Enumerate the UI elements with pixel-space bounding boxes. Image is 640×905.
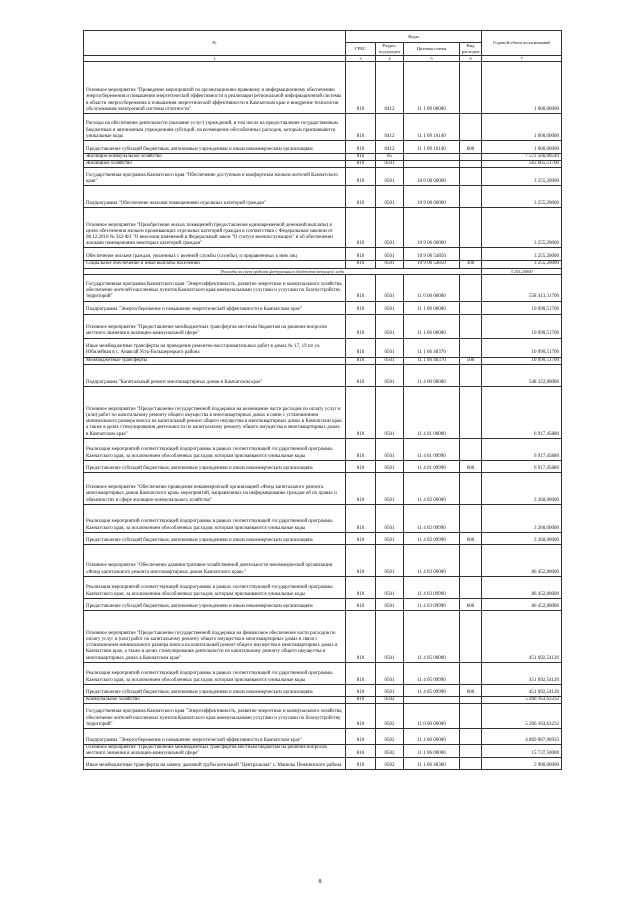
target-article-cell: 11 1 06 00000 xyxy=(404,314,460,338)
table-row xyxy=(84,364,562,386)
amount-cell: 3 255,20000 xyxy=(482,208,562,248)
grbs-cell: 810 xyxy=(346,301,376,314)
grbs-cell: 810 xyxy=(346,758,376,770)
table-row xyxy=(84,504,562,532)
expense-type-cell: 600 xyxy=(460,532,482,544)
col-number: 5 xyxy=(404,56,460,62)
expense-type-cell xyxy=(460,314,482,338)
grbs-cell: 810 xyxy=(346,386,376,438)
name-cell: Иные межбюджетные трансферты на проведение ремонтно-восстановительных работ в домах № 17, 19 по ул. Юбилейная в с. Анавгай Усть-Большерецкого района xyxy=(84,338,346,357)
table-row xyxy=(84,610,562,662)
name-cell: Жилищно-коммунальное хозяйство xyxy=(84,154,346,161)
name-cell: Предоставление субсидий бюджетным, автономным учреждениям и иным некоммерческим организациям xyxy=(84,684,346,696)
expense-type-cell xyxy=(460,704,482,729)
razdel-cell: 0502 xyxy=(376,696,404,703)
target-article-cell xyxy=(404,154,460,161)
table-row xyxy=(84,758,562,770)
razdel-cell: 0412 xyxy=(376,141,404,154)
target-article-cell: 11 1 00 00000 xyxy=(404,301,460,314)
grbs-cell: 810 xyxy=(346,704,376,729)
target-article-cell: 11 1 09 10140 xyxy=(404,141,460,154)
name-cell: Обеспечение жильем граждан, уволенных с военной службы (службы), и приравненных к ним лиц xyxy=(84,248,346,261)
col-number: 3 xyxy=(346,56,376,62)
razdel-cell: 0502 xyxy=(376,704,404,729)
name-cell: Основное мероприятие "Проведение мероприятий по организационно-правовому и информационному обеспечению энергосбережения и повышения энергетической эффективности и реализации региональной информационной системы в области энергосбережения и повышения энергетической эффективности в Камчатском крае и внедрение технологии обслуживания электронной системы отчетности" xyxy=(84,62,346,114)
note-text: Расходы за счет средств федерального бюджета текущего года xyxy=(84,268,482,274)
target-article-cell xyxy=(404,161,460,168)
table-row xyxy=(84,729,562,745)
expense-type-cell xyxy=(460,610,482,662)
expense-type-cell xyxy=(460,576,482,598)
target-article-cell: 11 4 01 09990 xyxy=(404,460,460,472)
amount-cell: 1 000,00000 xyxy=(482,62,562,114)
grbs-cell: 810 xyxy=(346,504,376,532)
razdel-cell: 0501 xyxy=(376,386,404,438)
name-cell: Межбюджетные трансферты xyxy=(84,357,346,364)
expense-type-cell xyxy=(460,729,482,745)
grbs-cell: 810 xyxy=(346,729,376,745)
target-article-cell: 11 4 03 00000 xyxy=(404,544,460,576)
table-row xyxy=(84,576,562,598)
col-number: 1 xyxy=(84,56,346,62)
table-row xyxy=(84,357,562,364)
amount-cell: 10 090,51700 xyxy=(482,314,562,338)
expense-type-cell xyxy=(460,161,482,168)
table-row xyxy=(84,544,562,576)
table-row xyxy=(84,301,562,314)
grbs-cell: 810 xyxy=(346,186,376,208)
razdel-cell: 0501 xyxy=(376,504,404,532)
table-row xyxy=(84,745,562,758)
target-article-cell: 11 0 00 00000 xyxy=(404,704,460,729)
amount-cell: 7 572 566,00549 xyxy=(482,154,562,161)
amount-cell: 10 090,51700 xyxy=(482,301,562,314)
name-cell: Предоставление субсидий бюджетным, автономным учреждениям и иным некоммерческим организациям xyxy=(84,460,346,472)
name-cell: Предоставление субсидий бюджетным, автономным учреждениям и иным некоммерческим организациям xyxy=(84,141,346,154)
amount-cell: 10 090,51700 xyxy=(482,338,562,357)
amount-cell: 86 452,80000 xyxy=(482,576,562,598)
table-row xyxy=(84,684,562,696)
amount-cell: 10 090,51700 xyxy=(482,357,562,364)
target-article-cell: 10 9 06 54850 xyxy=(404,248,460,261)
expense-type-cell xyxy=(460,338,482,357)
razdel-cell: 0502 xyxy=(376,745,404,758)
razdel-cell: 0501 xyxy=(376,662,404,684)
target-article-cell: 11 4 00 00000 xyxy=(404,364,460,386)
amount-cell: 3 255,20000 xyxy=(482,248,562,261)
expense-type-cell xyxy=(460,758,482,770)
target-article-cell: 11 1 06 00000 xyxy=(404,745,460,758)
razdel-cell: 0501 xyxy=(376,186,404,208)
target-article-cell: 11 4 03 09990 xyxy=(404,576,460,598)
razdel-cell: 0501 xyxy=(376,460,404,472)
amount-cell: 451 692,54120 xyxy=(482,610,562,662)
table-row xyxy=(84,248,562,261)
grbs-cell: 810 xyxy=(346,168,376,186)
table-row xyxy=(84,62,562,114)
target-article-cell: 11 1 00 00000 xyxy=(404,729,460,745)
amount-cell: 6 917,45880 xyxy=(482,438,562,460)
amount-cell: 3 255,20000 xyxy=(482,261,562,268)
name-cell: Реализация мероприятий соответствующей подпрограммы в рамках соответствующей государственной программы Камчатского края, за исключением обособленных расходов, которым присваиваются уникальные коды xyxy=(84,576,346,598)
grbs-cell: 810 xyxy=(346,208,376,248)
amount-cell: 558 413,31700 xyxy=(482,274,562,301)
expense-type-cell: 600 xyxy=(460,598,482,610)
col-number: 7 xyxy=(482,56,562,62)
budget-table xyxy=(83,30,562,770)
amount-cell: 1 000,00000 xyxy=(482,141,562,154)
amount-cell: 563 665,51700 xyxy=(482,161,562,168)
grbs-cell: 810 xyxy=(346,114,376,141)
table-row xyxy=(84,314,562,338)
target-article-cell: 11 4 05 09990 xyxy=(404,662,460,684)
razdel-cell: 0502 xyxy=(376,758,404,770)
table-body xyxy=(84,56,562,770)
table-row xyxy=(84,168,562,186)
expense-type-cell: 600 xyxy=(460,141,482,154)
grbs-cell: 810 xyxy=(346,696,376,703)
grbs-cell: 810 xyxy=(346,261,376,268)
razdel-cell: 0501 xyxy=(376,684,404,696)
amount-cell: 3 260,00000 xyxy=(482,504,562,532)
grbs-cell: 810 xyxy=(346,62,376,114)
name-cell: Социальное обеспечение и иные выплаты населению xyxy=(84,261,346,268)
name-cell: Коммунальное хозяйство xyxy=(84,696,346,703)
expense-type-cell: 600 xyxy=(460,684,482,696)
name-cell: Основное мероприятие "Предоставление государственной поддержки на финансовое обеспечение части расходов по оплату услуг и (или) работ по капитальному ремонту общего имущества в многоквартирных домах в связи с установлением минимального размера взноса на капитальный ремонт общего имущества в многоквартирных домах в Камчатском крае, а также в целях стимулирования деятельности по капитальному ремонту общего имущества в многоквартирных домах в Камчатском крае" xyxy=(84,610,346,662)
expense-type-cell xyxy=(460,745,482,758)
expense-type-cell xyxy=(460,62,482,114)
name-cell: Предоставление субсидий бюджетным, автономным учреждениям и иным некоммерческим организациям xyxy=(84,598,346,610)
target-article-cell: 10 0 00 00000 xyxy=(404,168,460,186)
razdel-cell: 0501 xyxy=(376,610,404,662)
amount-cell: 3 255,20000 xyxy=(482,268,562,274)
razdel-cell: 0501 xyxy=(376,472,404,504)
expense-type-cell: 500 xyxy=(460,357,482,364)
table-row xyxy=(84,438,562,460)
amount-cell: 5 266 163,63232 xyxy=(482,704,562,729)
col-header-vid: Вид расходов xyxy=(460,43,482,56)
col-header-num: № xyxy=(84,31,346,56)
target-article-cell: 10 9 06 00000 xyxy=(404,208,460,248)
name-cell: Подпрограмма "Обеспечение жилыми помещениями отдельных категорий граждан" xyxy=(84,186,346,208)
table-row xyxy=(84,338,562,357)
name-cell: Государственная программа Камчатского края "Обеспечение доступным и комфортным жильем жителей Камчатского края" xyxy=(84,168,346,186)
name-cell: Реализация мероприятий соответствующей подпрограммы в рамках соответствующей государственной программы Камчатского края, за исключением обособленных расходов, которым присваиваются уникальные коды xyxy=(84,662,346,684)
amount-cell: 5 900,00000 xyxy=(482,758,562,770)
name-cell: Основное мероприятие "Предоставление государственной поддержки на возмещение части расходов по оплату услуг и (или) работ по капитальному ремонту общего имущества в многоквартирных домах в связи с установлением минимального размера взноса на капитальный ремонт общего имущества в многоквартирных домах в Камчатском крае, а также в целях стимулирования деятельности по капитальному ремонту общего имущества в многоквартирных домах в Камчатском крае" xyxy=(84,386,346,438)
amount-cell: 5 266 163,63232 xyxy=(482,696,562,703)
table-row xyxy=(84,186,562,208)
expense-type-cell xyxy=(460,386,482,438)
expense-type-cell xyxy=(460,472,482,504)
col-number: 6 xyxy=(460,56,482,62)
razdel-cell: 0501 xyxy=(376,438,404,460)
razdel-cell: 0501 xyxy=(376,208,404,248)
grbs-cell: 810 xyxy=(346,745,376,758)
expense-type-cell: 300 xyxy=(460,261,482,268)
razdel-cell: 0501 xyxy=(376,576,404,598)
expense-type-cell xyxy=(460,274,482,301)
grbs-cell: 810 xyxy=(346,576,376,598)
razdel-cell: 0501 xyxy=(376,532,404,544)
name-cell: Жилищное хозяйство xyxy=(84,161,346,168)
target-article-cell: 11 4 03 09990 xyxy=(404,598,460,610)
name-cell: Реализация мероприятий соответствующей подпрограммы в рамках соответствующей государственной программы Камчатского края, за исключением обособленных расходов, которым присваиваются уникальные коды xyxy=(84,438,346,460)
razdel-cell: 0501 xyxy=(376,261,404,268)
expense-type-cell xyxy=(460,248,482,261)
razdel-cell: 0501 xyxy=(376,274,404,301)
target-article-cell: 11 1 06 40380 xyxy=(404,758,460,770)
name-cell: Основное мероприятие "Обеспечение административно-хозяйственной деятельности некоммерческой организации «Фонд капитального ремонта многоквартирных домов Камчатского края»" xyxy=(84,544,346,576)
target-article-cell: 11 4 02 09990 xyxy=(404,504,460,532)
table-row xyxy=(84,704,562,729)
razdel-cell: 0502 xyxy=(376,729,404,745)
name-cell: Основное мероприятие "Обеспечение проведения некоммерческой организацией «Фонд капитального ремонта многоквартирных домов Камчатского края» мероприятий, направленных на информирование граждан об их правах и обязанностях в сфере жилищно-коммунального хозяйства" xyxy=(84,472,346,504)
amount-cell: 3 260,00000 xyxy=(482,532,562,544)
grbs-cell: 810 xyxy=(346,610,376,662)
col-header-grbs: ГРБС xyxy=(346,43,376,56)
target-article-cell: 11 1 09 10140 xyxy=(404,114,460,141)
amount-cell: 4 869 087,96933 xyxy=(482,729,562,745)
grbs-cell: 810 xyxy=(346,314,376,338)
grbs-cell: 810 xyxy=(346,472,376,504)
expense-type-cell xyxy=(460,168,482,186)
amount-cell: 3 255,20000 xyxy=(482,168,562,186)
target-article-cell: 11 1 06 40370 xyxy=(404,357,460,364)
razdel-cell: 0501 xyxy=(376,598,404,610)
grbs-cell: 810 xyxy=(346,662,376,684)
grbs-cell: 810 xyxy=(346,154,376,161)
grbs-cell: 810 xyxy=(346,364,376,386)
grbs-cell: 810 xyxy=(346,544,376,576)
table-row xyxy=(84,598,562,610)
razdel-cell: 0501 xyxy=(376,168,404,186)
target-article-cell: 11 4 02 09990 xyxy=(404,532,460,544)
expense-type-cell xyxy=(460,114,482,141)
table-row xyxy=(84,208,562,248)
target-article-cell: 10 9 06 54850 xyxy=(404,261,460,268)
target-article-cell: 11 1 09 00000 xyxy=(404,62,460,114)
razdel-cell: 0412 xyxy=(376,114,404,141)
name-cell: Основное мероприятие "Приобретение жилых помещений (предоставление единовременной денежной выплаты) в целях обеспечения жильем проживающих отдельных категорий граждан в соответствии с Федеральным законом от 08.12.2010 № 342-ФЗ "О внесении изменений в Федеральный закон "О статусе военнослужащих" и об обеспечении жилыми помещениями некоторых категорий граждан" xyxy=(84,208,346,248)
expense-type-cell xyxy=(460,504,482,532)
target-article-cell: 11 1 06 40370 xyxy=(404,338,460,357)
name-cell: Государственная программа Камчатского края "Энергоэффективность, развитие энергетики и коммунального хозяйства, обеспечение жителей населенных пунктов Камчатского края коммунальными услугами и услугами по благоустройству территорий" xyxy=(84,704,346,729)
expense-type-cell xyxy=(460,301,482,314)
razdel-cell: 0501 xyxy=(376,314,404,338)
table-header xyxy=(84,31,562,56)
razdel-cell: 0412 xyxy=(376,62,404,114)
amount-cell: 451 692,54120 xyxy=(482,662,562,684)
table-row xyxy=(84,141,562,154)
target-article-cell: 11 4 01 00000 xyxy=(404,386,460,438)
amount-cell: 6 917,45880 xyxy=(482,386,562,438)
grbs-cell: 810 xyxy=(346,338,376,357)
table-row xyxy=(84,696,562,703)
expense-type-cell: 600 xyxy=(460,460,482,472)
target-article-cell: 11 4 05 09990 xyxy=(404,684,460,696)
target-article-cell: 11 0 00 00000 xyxy=(404,274,460,301)
name-cell: Подпрограмма "Энергосбережение и повышение энергетической эффективности в Камчатском крае" xyxy=(84,729,346,745)
target-article-cell: 11 4 01 09990 xyxy=(404,438,460,460)
razdel-cell: 0501 xyxy=(376,248,404,261)
expense-type-cell xyxy=(460,438,482,460)
col-header-codes: Коды xyxy=(346,31,482,43)
razdel-cell: 0501 xyxy=(376,161,404,168)
table-row xyxy=(84,662,562,684)
grbs-cell: 810 xyxy=(346,532,376,544)
amount-cell: 3 255,20000 xyxy=(482,186,562,208)
col-header-razdel: Раздел, под-раздел xyxy=(376,43,404,56)
table-row xyxy=(84,460,562,472)
expense-type-cell xyxy=(460,364,482,386)
target-article-cell: 11 4 02 00000 xyxy=(404,472,460,504)
grbs-cell: 810 xyxy=(346,598,376,610)
table-row xyxy=(84,154,562,161)
page-number: 8 xyxy=(318,879,322,885)
razdel-cell: 0501 xyxy=(376,364,404,386)
name-cell: Основное мероприятие "Предоставление межбюджетных трансфертов местным бюджетам на решение вопросов местного значения в жилищно-коммунальной сфере" xyxy=(84,745,346,758)
amount-cell: 451 692,54120 xyxy=(482,684,562,696)
name-cell: Иные межбюджетные трансферты на замену дымовой трубы котельной "Центральная" с. Манилы Пенжинского района xyxy=(84,758,346,770)
table-row xyxy=(84,261,562,268)
amount-cell: 86 452,80000 xyxy=(482,544,562,576)
amount-cell: 1 000,00000 xyxy=(482,114,562,141)
razdel-cell: 0501 xyxy=(376,338,404,357)
target-article-cell: 10 9 00 00000 xyxy=(404,186,460,208)
grbs-cell: 810 xyxy=(346,274,376,301)
grbs-cell: 810 xyxy=(346,460,376,472)
amount-cell: 6 917,45880 xyxy=(482,460,562,472)
grbs-cell: 810 xyxy=(346,248,376,261)
table-row xyxy=(84,161,562,168)
name-cell: Предоставление субсидий бюджетным, автономным учреждениям и иным некоммерческим организациям xyxy=(84,532,346,544)
name-cell: Подпрограмма "Капитальный ремонт многоквартирных домов в Камчатском крае" xyxy=(84,364,346,386)
razdel-cell: 0501 xyxy=(376,544,404,576)
table-row xyxy=(84,532,562,544)
name-cell: Реализация мероприятий соответствующей подпрограммы в рамках соответствующей государственной программы Камчатского края, за исключением обособленных расходов, которым присваиваются уникальные коды xyxy=(84,504,346,532)
expense-type-cell xyxy=(460,544,482,576)
expense-type-cell xyxy=(460,154,482,161)
amount-cell: 548 322,80000 xyxy=(482,364,562,386)
expense-type-cell xyxy=(460,208,482,248)
grbs-cell: 810 xyxy=(346,161,376,168)
name-cell: Расходы на обеспечение деятельности (оказание услуг) учреждений, в том числе на предоставление государственным бюджетным и автономным учреждениям субсидий, на возмещение обособленных расходов, которым присваиваются уникальные коды xyxy=(84,114,346,141)
expense-type-cell xyxy=(460,662,482,684)
table-row xyxy=(84,386,562,438)
col-header-celevaya: Целевая статья xyxy=(404,43,460,56)
razdel-cell: 0501 xyxy=(376,357,404,364)
table-row xyxy=(84,274,562,301)
razdel-cell: 0501 xyxy=(376,301,404,314)
grbs-cell: 810 xyxy=(346,684,376,696)
col-number: 4 xyxy=(376,56,404,62)
expense-type-cell xyxy=(460,186,482,208)
col-header-amount: Годовой объем ассигнований xyxy=(482,31,562,56)
amount-cell: 3 260,00000 xyxy=(482,472,562,504)
grbs-cell: 810 xyxy=(346,141,376,154)
table-row xyxy=(84,114,562,141)
amount-cell: 86 452,80000 xyxy=(482,598,562,610)
grbs-cell: 810 xyxy=(346,438,376,460)
amount-cell: 15 737,50000 xyxy=(482,745,562,758)
table-row xyxy=(84,472,562,504)
name-cell: Государственная программа Камчатского края "Энергоэффективность, развитие энергетики и коммунального хозяйства, обеспечение жителей населенных пунктов Камчатского края коммунальными услугами и услугами по благоустройству территорий" xyxy=(84,274,346,301)
target-article-cell: 11 4 05 00000 xyxy=(404,610,460,662)
expense-type-cell xyxy=(460,696,482,703)
target-article-cell xyxy=(404,696,460,703)
name-cell: Подпрограмма "Энергосбережение и повышение энергетической эффективности в Камчатском крае" xyxy=(84,301,346,314)
razdel-cell: 05 xyxy=(376,154,404,161)
grbs-cell: 810 xyxy=(346,357,376,364)
name-cell: Основное мероприятие "Предоставление межбюджетных трансфертов местным бюджетам на решение вопросов местного значения в жилищно-коммунальной сфере" xyxy=(84,314,346,338)
